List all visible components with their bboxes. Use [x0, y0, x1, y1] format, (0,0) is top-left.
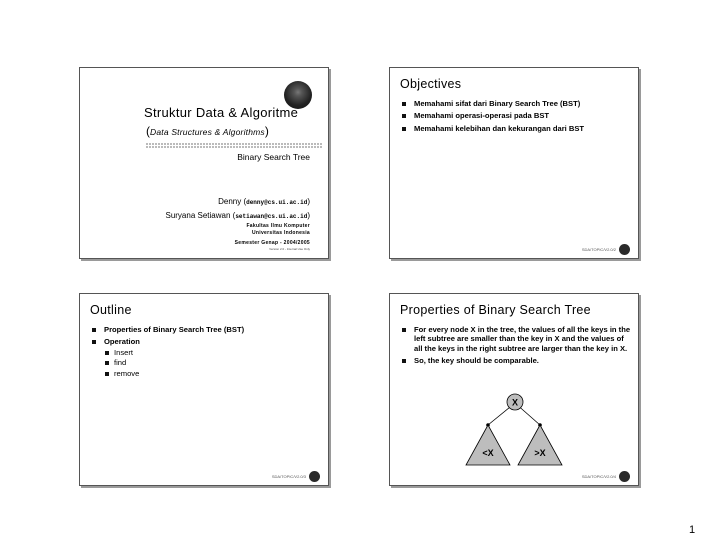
right-subtree: [518, 425, 562, 465]
page-number: 1: [689, 524, 696, 536]
authors: [165, 195, 310, 223]
author-1: Denny (denny@cs.ui.ac.id): [218, 197, 310, 206]
slide-title: Objectives: [400, 77, 462, 91]
slide-title: Outline: [90, 303, 132, 317]
sub-list-item: find: [104, 358, 324, 368]
divider: [146, 143, 322, 145]
list-item: Memahami sifat dari Binary Search Tree (BST): [402, 99, 634, 108]
slide-title: Properties of Binary Search Tree: [400, 303, 591, 317]
title-slide: [79, 67, 329, 259]
author-2: Suryana Setiawan (setiawan@cs.ui.ac.id): [165, 211, 310, 220]
logo-icon: [619, 244, 630, 255]
list-item: Operation Insert find remove: [92, 337, 324, 379]
logo-icon: [309, 471, 320, 482]
slide-footer: SDA/TOPIC/V2.0/2: [582, 244, 630, 255]
author-2-email: setiawan@cs.ui.ac.id: [235, 213, 308, 220]
university: Universitas Indonesia: [252, 229, 310, 236]
faculty: Fakultas Ilmu Komputer: [246, 223, 310, 229]
bullet-list: [92, 325, 324, 382]
logo-icon: [619, 471, 630, 482]
root-label: X: [511, 397, 519, 408]
course-title: Struktur Data & Algoritme: [144, 105, 299, 120]
semester: Semester Genap - 2004/2005: [234, 240, 310, 246]
version-note: Version 2.0 - Internal Use Only: [269, 247, 310, 251]
course-subtitle: (Data Structures & Algorithms): [146, 124, 269, 138]
list-item: For every node X in the tree, the values of all the keys in the left subtree are smaller than the key in X and the values of all the keys in the right subtree are larger than the key in X.: [402, 325, 634, 353]
sub-list-item: remove: [104, 369, 324, 379]
list-item: So, the key should be comparable.: [402, 356, 634, 365]
bst-properties-slide: [389, 293, 639, 486]
bullet-list: [402, 99, 634, 136]
right-subtree-label: >X: [534, 448, 546, 458]
sub-list-item: Insert: [104, 348, 324, 358]
slide-footer: SDA/TOPIC/V2.0/3: [272, 471, 320, 482]
list-item: Properties of Binary Search Tree (BST): [92, 325, 324, 334]
institution: [246, 223, 310, 236]
outline-slide: [79, 293, 329, 486]
objectives-slide: [389, 67, 639, 259]
list-item: Memahami operasi-operasi pada BST: [402, 111, 634, 120]
list-item: Memahami kelebihan dan kekurangan dari BST: [402, 124, 634, 133]
topic-title: Binary Search Tree: [237, 152, 310, 162]
sub-list: [104, 348, 324, 379]
slide-footer: SDA/TOPIC/V2.0/4: [582, 471, 630, 482]
left-subtree: [466, 425, 510, 465]
author-1-email: denny@cs.ui.ac.id: [246, 199, 308, 206]
bst-diagram: [390, 294, 638, 485]
divider: [146, 146, 322, 148]
left-subtree-label: <X: [482, 448, 494, 458]
